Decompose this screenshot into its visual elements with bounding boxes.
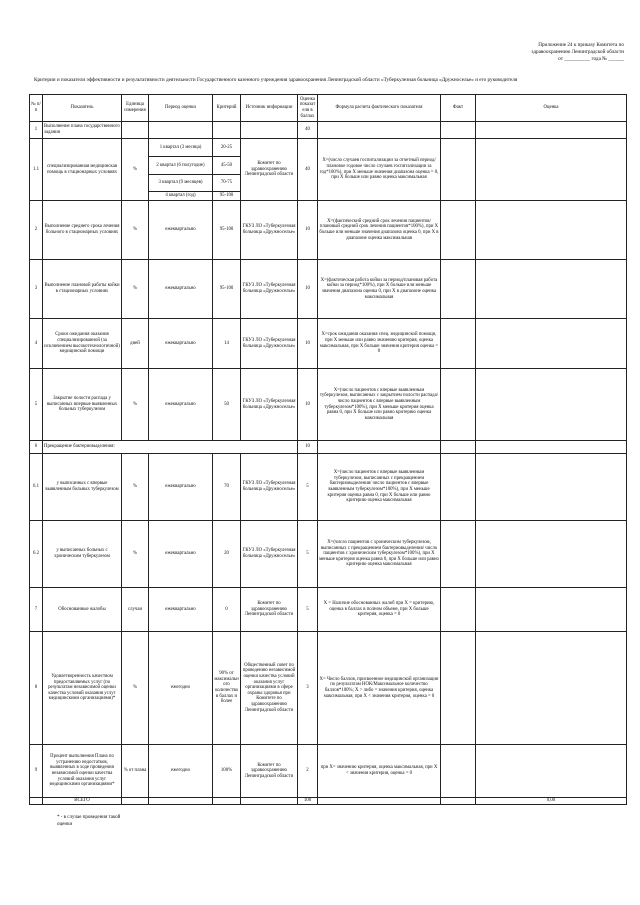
header-row (30, 95, 627, 122)
row-6-num: 6 (30, 441, 43, 454)
row-3-score: 10 (298, 260, 318, 319)
row-9-indicator: Процент выполнения Плана по устранению недостатков, выявленных в ходе проведения независимой оценки качества условий оказания услуг медицинскими организациями* (43, 745, 122, 798)
row-1-1-period-q3: 3 квартал (9 месяцев) (149, 175, 213, 192)
row-1-1-period-q1: 1 квартал (3 месяца) (149, 139, 213, 157)
row-4-unit: дней (122, 319, 149, 369)
row-7-indicator: Обоснованные жалобы (43, 588, 122, 632)
total-value: 0,00 (476, 798, 627, 805)
row-1-score: 40 (298, 122, 318, 139)
total-label: ВСЕГО (43, 798, 122, 805)
row-8-num: 8 (30, 632, 43, 745)
row-4-period: ежеквартально (149, 319, 213, 369)
row-6-indicator: Прекращение бактериовыделения: (43, 441, 298, 454)
row-5-num: 5 (30, 369, 43, 441)
row-3-source: ГКУЗ ЛО «Туберкулезная больница «Дружноселье» (241, 260, 298, 319)
row-6-score: 10 (298, 441, 318, 454)
row-1-indicator: Выполнение плана государственного задания (43, 122, 122, 139)
row-2-indicator: Выполнение среднего срока лечения больного в стационарных условиях (43, 201, 122, 260)
table-row-3 (30, 260, 627, 319)
table-row-8 (30, 632, 627, 745)
row-8-indicator: Удовлетворенность качеством предоставляемых услуг (по результатам независимой оценки качества условий оказания услуг медицинскими организациями)* (43, 632, 122, 745)
row-7-num: 7 (30, 588, 43, 632)
row-1-1-criterion-q3: 70-75 (213, 175, 241, 192)
row-6-2-formula: Х=(число пациентов с хроническим туберкулезом, выписанных с прекращением бактериовыделения/ число пациентов с хроническим туберкулезом*100%), при Х меньше критерия оценка равна 0, при Х больше или равно критерию оценка максимальная (318, 521, 441, 588)
row-1-1-criterion-q4: 95-100 (213, 192, 241, 201)
row-1-1-formula: Х=(число случаев госпитализации за отчетный период/ плановое годовое число случаев госпитализации за год*100%), при Х меньше значения диапазона оценка = 0, при Х больше или равно оценка максимальная (318, 139, 441, 201)
row-8-formula: Х= Число баллов, присвоенное медицинской организации по результатам НОК/Максимальное количество баллов*100%; Х > либо = значения критерия, оценка максимальная, при Х < значения критерия, оценка = 0 (318, 632, 441, 745)
row-9-criterion: 100% (213, 745, 241, 798)
row-6-2-score: 5 (298, 521, 318, 588)
criteria-table (29, 94, 627, 805)
table-row-1 (30, 122, 627, 139)
table-row-7 (30, 588, 627, 632)
row-2-source: ГКУЗ ЛО «Туберкулезная больница «Дружноселье» (241, 201, 298, 260)
row-6-2-indicator: у выписанных больных с хроническим туберкулезом (43, 521, 122, 588)
row-4-source: ГКУЗ ЛО «Туберкулезная больница «Дружноселье» (241, 319, 298, 369)
row-6-2-source: ГКУЗ ЛО «Туберкулезная больница «Дружноселье» (241, 521, 298, 588)
row-9-unit: % от плана (122, 745, 149, 798)
row-3-num: 3 (30, 260, 43, 319)
row-5-unit: % (122, 369, 149, 441)
table-row-9 (30, 745, 627, 798)
row-8-criterion: 90% от максимального количества в баллах и более (213, 632, 241, 745)
row-9-source: Комитет по здравоохранению Ленинградской области (241, 745, 298, 798)
table-row-1-1 (30, 139, 627, 157)
attachment-line-3: от __________ года № ______ (558, 56, 624, 62)
total-score: 100 (298, 798, 318, 805)
row-4-formula: Х=срок ожидания оказания спец. медицинской помощи, при Х меньше или равно значению критерия, оценка максимальная, при Х больше значения критерия оценка = 0 (318, 319, 441, 369)
row-4-criterion: 14 (213, 319, 241, 369)
row-1-1-period-q2: 2 квартал (6 полугодие) (149, 157, 213, 175)
row-5-source: ГКУЗ ЛО «Туберкулезная больница «Дружноселье» (241, 369, 298, 441)
row-7-unit: случаи (122, 588, 149, 632)
col-header-score: Оценка показателя в баллах (298, 95, 318, 122)
row-9-formula: при Х= значению критерия, оценка максимальная, при Х < значения критерия, оценка = 0 (318, 745, 441, 798)
col-header-num: № п/п (30, 95, 43, 122)
row-8-unit: % (122, 632, 149, 745)
row-9-score: 2 (298, 745, 318, 798)
row-2-num: 2 (30, 201, 43, 260)
row-5-formula: Х=(число пациентов с впервые выявленным туберкулезом, выписанных с закрытием полости распада/ число пациентов с впервые выявленным туберкулезом*100%), при Х меньше критерия оценка равна 0, при Х больше или равно критерию оценка максимальная (318, 369, 441, 441)
row-9-period: ежегодно (149, 745, 213, 798)
row-9-num: 9 (30, 745, 43, 798)
row-8-score: 3 (298, 632, 318, 745)
row-6-1-period: ежеквартально (149, 454, 213, 521)
row-7-criterion: 0 (213, 588, 241, 632)
row-3-formula: Х=(фактическая работа койки за период/плановая работа койки за период*100%), при Х больше или меньше значения диапазона оценка 0, при Х в диапазоне оценка максимальная (318, 260, 441, 319)
row-1-1-unit: % (122, 139, 149, 201)
attachment-line-2: здравоохранению Ленинградской области (531, 49, 624, 55)
row-8-source: Общественный совет по проведению независимой оценки качества условий оказания услуг организациями в сфере охраны здоровья при Комитете по здравоохранению Ленинградской области (241, 632, 298, 745)
table-row-6 (30, 441, 627, 454)
table-row-2 (30, 201, 627, 260)
row-6-1-indicator: у выписанных с впервые выявленным больных туберкулезом (43, 454, 122, 521)
row-6-1-score: 5 (298, 454, 318, 521)
row-6-1-unit: % (122, 454, 149, 521)
row-6-1-source: ГКУЗ ЛО «Туберкулезная больница «Дружноселье» (241, 454, 298, 521)
table-row-5 (30, 369, 627, 441)
row-7-score: 5 (298, 588, 318, 632)
row-3-unit: % (122, 260, 149, 319)
row-3-period: ежеквартально (149, 260, 213, 319)
col-header-fact: Факт (441, 95, 476, 122)
row-1-1-score: 40 (298, 139, 318, 201)
col-header-source: Источник информации (241, 95, 298, 122)
row-2-period: ежеквартально (149, 201, 213, 260)
footnote-line-2: оценки (57, 822, 73, 827)
row-6-2-unit: % (122, 521, 149, 588)
row-1-1-criterion-q1: 20-25 (213, 139, 241, 157)
row-3-criterion: 95-100 (213, 260, 241, 319)
table-row-4 (30, 319, 627, 369)
total-row (30, 798, 627, 805)
row-1-1-source: Комитет по здравоохранению Ленинградской области (241, 139, 298, 201)
footnote-line-1: * - в случае проведения такой (57, 815, 121, 820)
col-header-unit: Единица измерения (122, 95, 149, 122)
row-2-criterion: 95-100 (213, 201, 241, 260)
row-6-1-num: 6.1 (30, 454, 43, 521)
row-1-1-num: 1.1 (30, 139, 43, 201)
row-5-period: ежеквартально (149, 369, 213, 441)
row-5-score: 10 (298, 369, 318, 441)
row-5-indicator: Закрытие полости распада у выписанных впервые выявленных больных туберкулезом (43, 369, 122, 441)
row-1-num: 1 (30, 122, 43, 139)
row-5-criterion: 50 (213, 369, 241, 441)
row-8-period: ежегодно (149, 632, 213, 745)
col-header-total: Оценка (476, 95, 627, 122)
row-1-1-indicator: специализированная медицинская помощь в стационарных условиях (43, 139, 122, 201)
attachment-header (496, 42, 624, 63)
row-3-indicator: Выполнение плановой работы койки в стационарных условиях (43, 260, 122, 319)
row-1-1-period-q4: 4 квартал (год) (149, 192, 213, 201)
row-2-score: 10 (298, 201, 318, 260)
table-row-6-1 (30, 454, 627, 521)
row-7-source: Комитет по здравоохранению Ленинградской области (241, 588, 298, 632)
col-header-indicator: Показатель (43, 95, 122, 122)
row-6-1-criterion: 70 (213, 454, 241, 521)
row-6-2-num: 6.2 (30, 521, 43, 588)
footnote (57, 814, 120, 828)
row-7-formula: Х = Наличие обоснованных жалоб при Х = критерию, оценка в баллах в полном объеме, при Х больше критерия, оценка = 0 (318, 588, 441, 632)
table-row-6-2 (30, 521, 627, 588)
row-2-formula: Х=(фактический средний срок лечения пациентов/плановый средний срок лечения пациентов*100%), при Х больше или меньше значения диапазона оценка 0, при Х в диапазоне оценка максимальная (318, 201, 441, 260)
col-header-criterion: Критерий (213, 95, 241, 122)
document-title: Критерии и показатели эффективности и результативности деятельности Государственного казенного учреждения здравоохранения Ленинградской области «Туберкулезная больница «Дружноселье» и его руководителя (34, 77, 518, 83)
row-6-2-criterion: 20 (213, 521, 241, 588)
row-7-period: ежеквартально (149, 588, 213, 632)
attachment-line-1: Приложение 24 к приказу Комитета по (538, 42, 624, 48)
row-1-1-criterion-q2: 45-50 (213, 157, 241, 175)
row-6-2-period: ежеквартально (149, 521, 213, 588)
col-header-formula: Формула расчета фактического показателя (318, 95, 441, 122)
row-2-unit: % (122, 201, 149, 260)
row-4-num: 4 (30, 319, 43, 369)
row-6-1-formula: Х=(число пациентов с впервые выявленным туберкулезом, выписанных с прекращением бактериовыделения/ число пациентов с впервые выявленным туберкулезом*100%), при Х меньше критерия оценка равна 0, при Х больше или равно критерию оценка максимальная (318, 454, 441, 521)
row-4-indicator: Сроки ожидания оказания специализированной (за исключением высокотехнологичной) медицинской помощи (43, 319, 122, 369)
row-4-score: 10 (298, 319, 318, 369)
col-header-period: Период оценки (149, 95, 213, 122)
